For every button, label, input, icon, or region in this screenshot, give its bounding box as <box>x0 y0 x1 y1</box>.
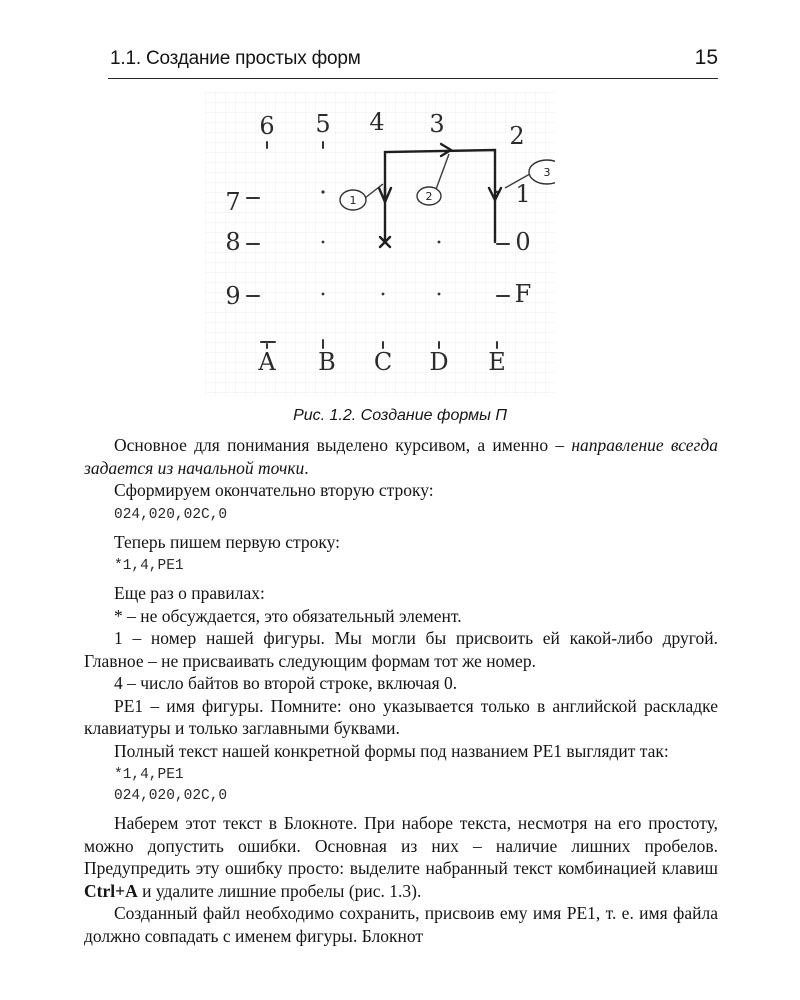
top-label: 2 <box>509 122 525 150</box>
text-run: Наберем этот текст в Блокноте. При наборе текста, несмотря на его простоту, можно допустить ошибки. Основная из них – наличие лишних пробелов. Предупредить эту ошибку просто: выделите набранный текст комбинацией клавиш <box>84 813 718 878</box>
bottom-label: E <box>488 348 506 376</box>
paragraph: Теперь пишем первую строку: <box>114 531 340 552</box>
paragraph: PE1 – имя фигуры. Помните: оно указывается только в английской раскладке клавиатуры и только заглавными буквами. <box>84 695 718 738</box>
callout-label: 2 <box>425 190 433 203</box>
paragraph: * – не обсуждается, это обязательный элемент. <box>114 605 462 626</box>
code-line: 024,020,02C,0 <box>114 506 228 523</box>
left-label: 8 <box>225 228 241 256</box>
callout-label: 3 <box>543 166 551 179</box>
bottom-label: A <box>258 348 276 376</box>
top-label: 3 <box>429 110 445 138</box>
section-title: 1.1. Создание простых форм <box>110 48 361 69</box>
figure-shape-sketch <box>205 92 555 397</box>
paragraph <box>84 812 718 902</box>
code-line: 024,020,02C,0 <box>114 788 228 804</box>
callout-label: 1 <box>349 194 357 207</box>
code-line: *1,4,PE1 <box>114 767 184 783</box>
right-label: F <box>514 280 532 308</box>
grid-sketch <box>205 92 555 397</box>
text-run: и удалите лишние пробелы (рис. 1.3). <box>137 880 422 901</box>
top-label: 6 <box>259 112 275 140</box>
top-label: 4 <box>369 108 385 136</box>
text-run: Основное для понимания выделено курсивом, а именно – <box>114 435 572 455</box>
paragraph: Еще раз о правилах: <box>114 583 265 603</box>
paragraph: 4 – число байтов во второй строке, включая 0. <box>114 673 458 693</box>
bottom-label: B <box>318 348 336 376</box>
body-text <box>84 434 718 947</box>
text-run: . <box>304 457 309 478</box>
paragraph: 1 – номер нашей фигуры. Мы могли бы присвоить ей какой-либо другой. Главное – не присваивать следующим формам тот же номер. <box>84 628 718 671</box>
paragraph: Созданный файл необходимо сохранить, присвоив ему имя PE1, т. е. имя файла должно совпадать с именем фигуры. Блокнот <box>84 903 718 946</box>
paragraph: Полный текст нашей конкретной формы под названием PE1 выглядит так: <box>114 740 669 761</box>
key-combo: Ctrl+A <box>84 880 138 901</box>
italic-emphasis: направление всегда задается из начальной точки <box>84 435 718 478</box>
bottom-label: D <box>429 348 449 376</box>
page-number: 15 <box>694 46 718 69</box>
figure-caption: Рис. 1.2. Создание формы П <box>293 407 507 424</box>
paragraph <box>84 434 718 479</box>
code-line: *1,4,PE1 <box>114 558 184 574</box>
paragraph: Сформируем окончательно вторую строку: <box>114 480 434 500</box>
running-header <box>108 42 718 79</box>
right-label: 1 <box>515 180 531 208</box>
left-label: 7 <box>225 188 241 216</box>
top-label: 5 <box>315 110 331 138</box>
left-label: 9 <box>225 282 241 310</box>
right-label: 0 <box>515 228 531 256</box>
bottom-label: C <box>373 348 393 376</box>
